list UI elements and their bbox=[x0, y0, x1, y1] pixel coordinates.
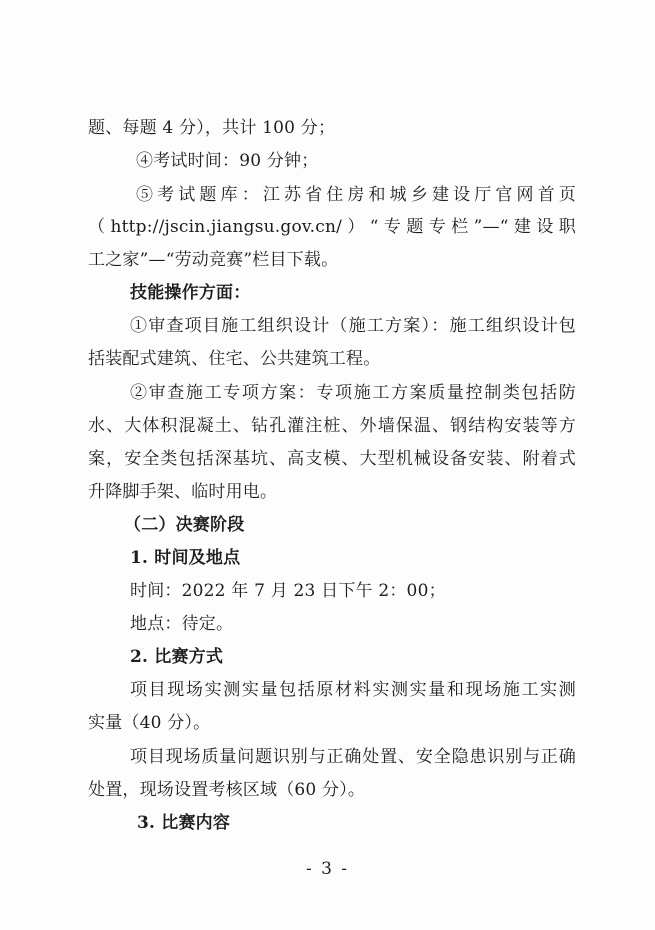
section-heading-skills: 技能操作方面： bbox=[130, 283, 251, 303]
body-line-download: 工之家”—“劳动竞赛”栏目下载。 bbox=[88, 250, 339, 270]
body-line-question-bank: ⑤考试题库：江苏省住房和城乡建设厅官网首页 bbox=[136, 185, 576, 205]
body-line-method-1-cont: 实量（40 分）。 bbox=[88, 713, 211, 733]
section-heading-finals: （二）决赛阶段 bbox=[124, 515, 245, 535]
body-line-url: （http://jscin.jiangsu.gov.cn/）“专题专栏”—“建设职 bbox=[88, 217, 576, 237]
body-line-skill-1: ①审查项目施工组织设计（施工方案）：施工组织设计包 bbox=[130, 316, 576, 336]
body-line-skill-2-cont-c: 升降脚手架、临时用电。 bbox=[88, 482, 278, 502]
page-number: - 3 - bbox=[305, 859, 350, 879]
body-line-skill-2: ②审查施工专项方案：专项施工方案质量控制类包括防 bbox=[130, 383, 576, 403]
body-line-method-2-cont: 处置，现场设置考核区域（60 分）。 bbox=[88, 780, 366, 800]
subheading-competition-method: 2. 比赛方式 bbox=[130, 647, 224, 667]
body-line-place: 地点：待定。 bbox=[130, 614, 234, 634]
body-line-time: 时间：2022 年 7 月 23 日下午 2：00； bbox=[130, 581, 446, 601]
body-line-method-1: 项目现场实测实量包括原材料实测实量和现场施工实测 bbox=[130, 680, 576, 700]
subheading-competition-content: 3. 比赛内容 bbox=[137, 813, 231, 833]
body-line-method-2: 项目现场质量问题识别与正确处置、安全隐患识别与正确 bbox=[130, 747, 576, 767]
subheading-time-place: 1. 时间及地点 bbox=[130, 548, 241, 568]
body-line-exam-time: ④考试时间：90 分钟； bbox=[136, 151, 319, 171]
body-line-skill-2-cont-b: 案，安全类包括深基坑、高支模、大型机械设备安装、附着式 bbox=[88, 449, 576, 469]
body-line-skill-1-cont: 括装配式建筑、住宅、公共建筑工程。 bbox=[88, 349, 381, 369]
body-line-skill-2-cont-a: 水、大体积混凝土、钻孔灌注桩、外墙保温、钢结构安装等方 bbox=[88, 416, 576, 436]
body-line-exam-score: 题、每题 4 分），共计 100 分； bbox=[88, 118, 336, 138]
